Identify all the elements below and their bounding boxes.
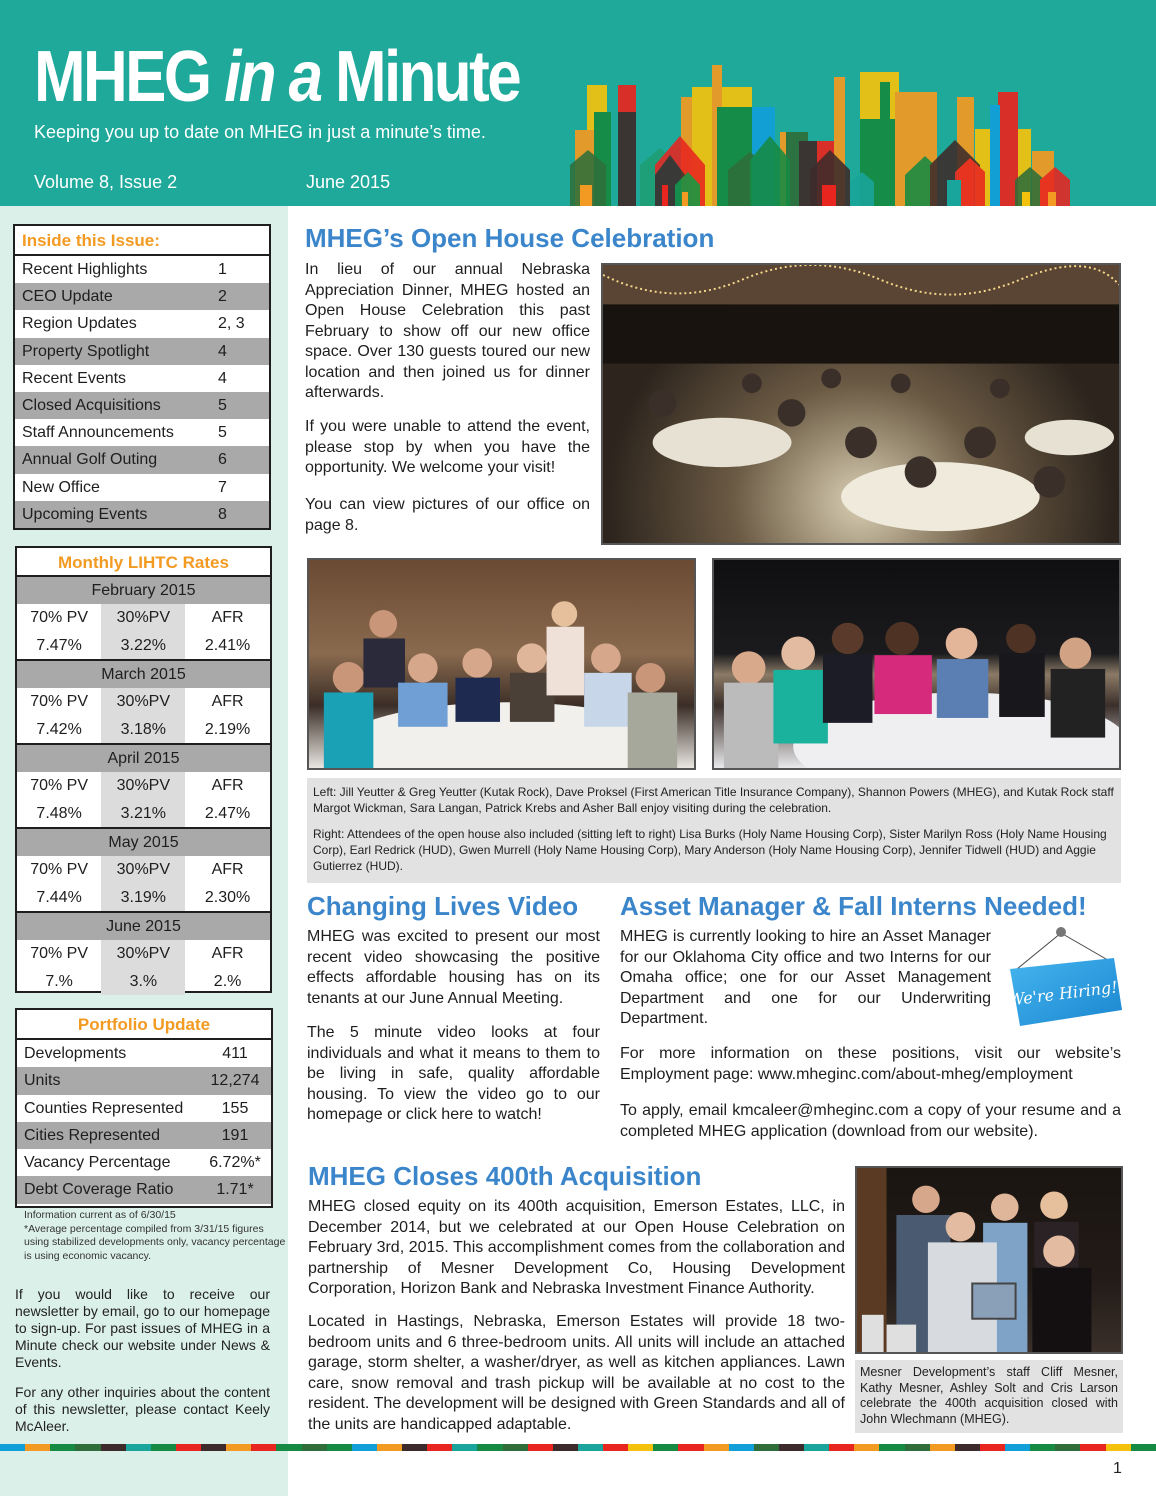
portfolio-row [17, 1040, 271, 1067]
rate-column-headers [17, 856, 270, 884]
city-skyline-illustration [570, 40, 1156, 206]
val-70pv: 7.44% [36, 888, 82, 906]
col-30pv: 30%PV [101, 856, 185, 884]
month-label: May 2015 [17, 829, 270, 856]
sidebar [0, 206, 288, 1496]
rates-month-block [17, 829, 270, 913]
toc-item-page: 2 [218, 288, 227, 306]
open-house-heading: MHEG’s Open House Celebration [305, 223, 715, 253]
rate-values [17, 800, 270, 828]
portfolio-value: 155 [221, 1099, 249, 1117]
val-70pv: 7.42% [36, 720, 82, 738]
toc-item[interactable] [15, 283, 269, 310]
col-afr: AFR [211, 945, 244, 962]
portfolio-label: Counties Represented [24, 1099, 184, 1117]
toc-item-page: 4 [218, 342, 227, 360]
portfolio-update-box [15, 1008, 273, 1208]
hiring-para-2: For more information on these positions, visit our website’s Employment page: www.mheginc.com/about-mheg/employment [620, 1045, 1121, 1083]
col-afr: AFR [211, 777, 244, 794]
col-afr: AFR [211, 861, 244, 878]
toc-item-label: Region Updates [22, 315, 137, 333]
portfolio-label: Vacancy Percentage [24, 1154, 171, 1172]
toc-item-label: Upcoming Events [22, 505, 148, 523]
toc-item[interactable] [15, 310, 269, 337]
month-label: February 2015 [17, 577, 270, 604]
toc-item-page: 1 [218, 261, 227, 278]
title-mheg: MHEG [34, 37, 210, 117]
title-minute: Minute [335, 37, 520, 117]
toc-item[interactable] [15, 446, 269, 473]
hiring-heading: Asset Manager & Fall Interns Needed! [620, 891, 1087, 921]
col-30pv: 30%PV [101, 688, 185, 716]
portfolio-label: Units [24, 1072, 61, 1090]
inside-this-issue-box [13, 224, 271, 530]
toc-item-page: 2, 3 [218, 315, 245, 333]
rate-column-headers [17, 604, 270, 632]
open-house-photo-captions [307, 778, 1121, 883]
dinner-scene-icon [603, 265, 1119, 543]
toc-item-label: Recent Highlights [22, 261, 148, 278]
month-label: March 2015 [17, 661, 270, 688]
toc-item-label: Property Spotlight [22, 342, 150, 360]
col-70pv: 70% PV [30, 609, 89, 626]
portfolio-footnotes [24, 1209, 286, 1263]
toc-item-label: New Office [22, 478, 100, 496]
toc-item[interactable] [15, 501, 269, 528]
masthead [0, 0, 1156, 206]
video-heading: Changing Lives Video [307, 891, 579, 921]
portfolio-title: Portfolio Update [17, 1010, 271, 1040]
open-house-right-group-photo [712, 558, 1121, 770]
val-70pv: 7.% [45, 972, 73, 990]
toc-item-label: Recent Events [22, 369, 127, 387]
rates-title: Monthly LIHTC Rates [17, 548, 270, 577]
decorative-color-strip [0, 1444, 1156, 1451]
toc-item-page: 5 [218, 396, 227, 414]
contact-text: For any other inquiries about the content of this newsletter, please contact Keely McAleer. [15, 1384, 270, 1434]
toc-item-page: 5 [218, 424, 227, 442]
newsletter-title [34, 36, 519, 118]
open-house-para-1: In lieu of our annual Nebraska Appreciation Dinner, MHEG hosted an Open House Celebration this past February to show off our new office space. Over 130 guests toured our new location and then joined us for dinner afterwards. [305, 261, 590, 401]
rates-month-block [17, 913, 270, 995]
note-average-percentage: *Average percentage compiled from 3/31/15 figures using stabilized developments only, vacancy percentage is using economic vacancy. [24, 1222, 286, 1262]
portfolio-label: Cities Represented [24, 1126, 161, 1144]
rates-month-block [17, 577, 270, 661]
volume-issue: Volume 8, Issue 2 [34, 172, 178, 192]
group-people-icon [714, 560, 1119, 768]
lihtc-rates-box [15, 546, 272, 993]
open-house-para-3: You can view pictures of our office on page 8. [305, 496, 590, 534]
group-people-icon [857, 1168, 1121, 1352]
rate-values [17, 884, 270, 912]
toc-item-page: 6 [218, 451, 227, 469]
rate-column-headers [17, 688, 270, 716]
open-house-dinner-photo [601, 263, 1121, 545]
newsletter-signup-text: If you would like to receive our newsletter by email, go to our homepage to sign-up. For past issues of MHEG in a Minute check our website under News & Events. [15, 1286, 270, 1370]
issue-date: June 2015 [306, 172, 391, 192]
toc-item[interactable] [15, 338, 269, 365]
rate-values [17, 716, 270, 744]
val-afr: 2.30% [204, 888, 251, 906]
sign-text: We're Hiring! [1007, 977, 1119, 1010]
val-30pv: 3.22% [101, 632, 185, 660]
portfolio-row [17, 1122, 271, 1149]
col-afr: AFR [211, 609, 244, 626]
portfolio-row [17, 1149, 271, 1176]
toc-item-label: Closed Acquisitions [22, 396, 161, 414]
portfolio-value: 6.72%* [209, 1154, 261, 1172]
col-30pv: 30%PV [101, 772, 185, 800]
toc-item-page: 7 [218, 478, 227, 496]
toc-item[interactable] [15, 365, 269, 392]
acquisition-celebration-photo [855, 1166, 1123, 1354]
toc-item-page: 8 [218, 505, 227, 523]
video-link-text[interactable]: The 5 minute video looks at four individuals and what it means to them to be living in safe, quality affordable housing. To view the video go to our homepage or click here to watch! [307, 1024, 600, 1123]
portfolio-row [17, 1095, 271, 1122]
video-para-1: MHEG was excited to present our most recent video showcasing the positive effects affordable housing has on its tenants at our June Annual Meeting. [307, 928, 600, 1007]
hiring-para-1: MHEG is currently looking to hire an Asset Manager for our Oklahoma City office and two Interns for our Omaha office; one for our Asset Management Department and one for our Underwriting Department. [620, 928, 991, 1027]
title-in-a: in a [224, 37, 321, 117]
video-para-2[interactable] [307, 1023, 600, 1126]
toc-title: Inside this Issue: [15, 226, 269, 256]
toc-list [15, 256, 269, 528]
col-70pv: 70% PV [30, 861, 89, 878]
page-number: 1 [1113, 1460, 1122, 1477]
tagline: Keeping you up to date on MHEG in just a minute’s time. [34, 122, 486, 142]
rate-column-headers [17, 940, 270, 968]
acquisition-para-2: Located in Hastings, Nebraska, Emerson Estates will provide 18 two-bedroom units and 6 three-bedroom units. All units will include an attached garage, storm shelter, a washer/dryer, as well as kitchen appliances. Lawn care, snow removal and trash pickup will be available at no cost to the resident. The development will be designed with Green Standards and all of the units are handicapped adaptable. [308, 1313, 845, 1433]
val-30pv: 3.18% [101, 716, 185, 744]
hanging-sign-icon [1000, 925, 1124, 1033]
portfolio-label: Debt Coverage Ratio [24, 1181, 174, 1199]
caption-left-photo: Left: Jill Yeutter & Greg Yeutter (Kutak Rock), Dave Proksel (First American Title Insurance Company), Shannon Powers (MHEG), and Kutak Rock staff Margot Wickman, Sara Langan, Patrick Krebs and Asher Ball enjoy visiting during the celebration. [313, 785, 1114, 815]
acquisition-heading: MHEG Closes 400th Acquisition [308, 1161, 702, 1191]
val-30pv: 3.21% [101, 800, 185, 828]
portfolio-label: Developments [24, 1045, 127, 1062]
portfolio-value: 411 [222, 1045, 248, 1062]
val-70pv: 7.47% [36, 636, 82, 654]
toc-item-label: Annual Golf Outing [22, 451, 158, 469]
portfolio-value: 1.71* [216, 1181, 254, 1199]
note-current-as-of: Information current as of 6/30/15 [24, 1209, 176, 1221]
rate-values [17, 968, 270, 996]
col-afr: AFR [211, 693, 244, 710]
portfolio-value: 12,274 [210, 1072, 260, 1090]
rates-month-block [17, 745, 270, 829]
val-afr: 2.47% [204, 804, 251, 822]
month-label: June 2015 [17, 913, 270, 940]
val-30pv: 3.19% [101, 884, 185, 912]
open-house-para-2: If you were unable to attend the event, please stop by when you have the opportunity. We welcome your visit! [305, 418, 590, 476]
val-30pv: 3.% [101, 968, 185, 996]
rates-month-block [17, 661, 270, 745]
portfolio-list [17, 1040, 271, 1204]
open-house-left-group-photo [307, 558, 696, 770]
rate-column-headers [17, 772, 270, 800]
col-70pv: 70% PV [30, 945, 89, 962]
col-70pv: 70% PV [30, 693, 89, 710]
rate-values [17, 632, 270, 660]
val-afr: 2.19% [204, 720, 251, 738]
toc-item[interactable] [15, 392, 269, 419]
col-30pv: 30%PV [101, 940, 185, 968]
toc-item-label: CEO Update [22, 288, 113, 306]
acquisition-photo-caption: Mesner Development’s staff Cliff Mesner, Kathy Mesner, Ashley Solt and Cris Larson celebrate the 400th acquisition closed with John Wlechmann (MHEG). [855, 1360, 1123, 1433]
col-30pv: 30%PV [101, 604, 185, 632]
hiring-para-3: To apply, email kmcaleer@mheginc.com a copy of your resume and a completed MHEG application (download from our website). [620, 1102, 1121, 1140]
acquisition-para-1: MHEG closed equity on its 400th acquisition, Emerson Estates, LLC, in December 2014, but we celebrated at our Open House Celebration on February 3rd, 2015. This accomplishment comes from the collaboration and partnership of Mesner Development Co, Housing Development Corporation, Horizon Bank and Nebraska Investment Finance Authority. [308, 1198, 845, 1297]
toc-item[interactable] [15, 419, 269, 446]
val-70pv: 7.48% [36, 804, 82, 822]
caption-right-photo: Right: Attendees of the open house also included (sitting left to right) Lisa Burks (Holy Name Housing Corp), Sister Marilyn Ross (Holy Name Housing Corp), Earl Redrick (HUD), Gwen Murrell (Holy Name Housing Corp), Mary Anderson (Holy Name Housing Corp), Jennifer Tidwell (HUD) and Aggie Gutierrez (HUD). [313, 827, 1107, 873]
month-label: April 2015 [17, 745, 270, 772]
col-70pv: 70% PV [30, 777, 89, 794]
portfolio-row [17, 1067, 271, 1094]
toc-item-page: 4 [218, 369, 227, 387]
toc-item-label: Staff Announcements [22, 424, 174, 442]
portfolio-row [17, 1176, 271, 1203]
val-afr: 2.41% [204, 636, 251, 654]
toc-item[interactable] [15, 256, 269, 283]
group-people-icon [309, 560, 694, 768]
portfolio-value: 191 [221, 1126, 249, 1144]
toc-item[interactable] [15, 474, 269, 501]
val-afr: 2.% [213, 972, 242, 990]
were-hiring-sign [1000, 925, 1124, 1033]
